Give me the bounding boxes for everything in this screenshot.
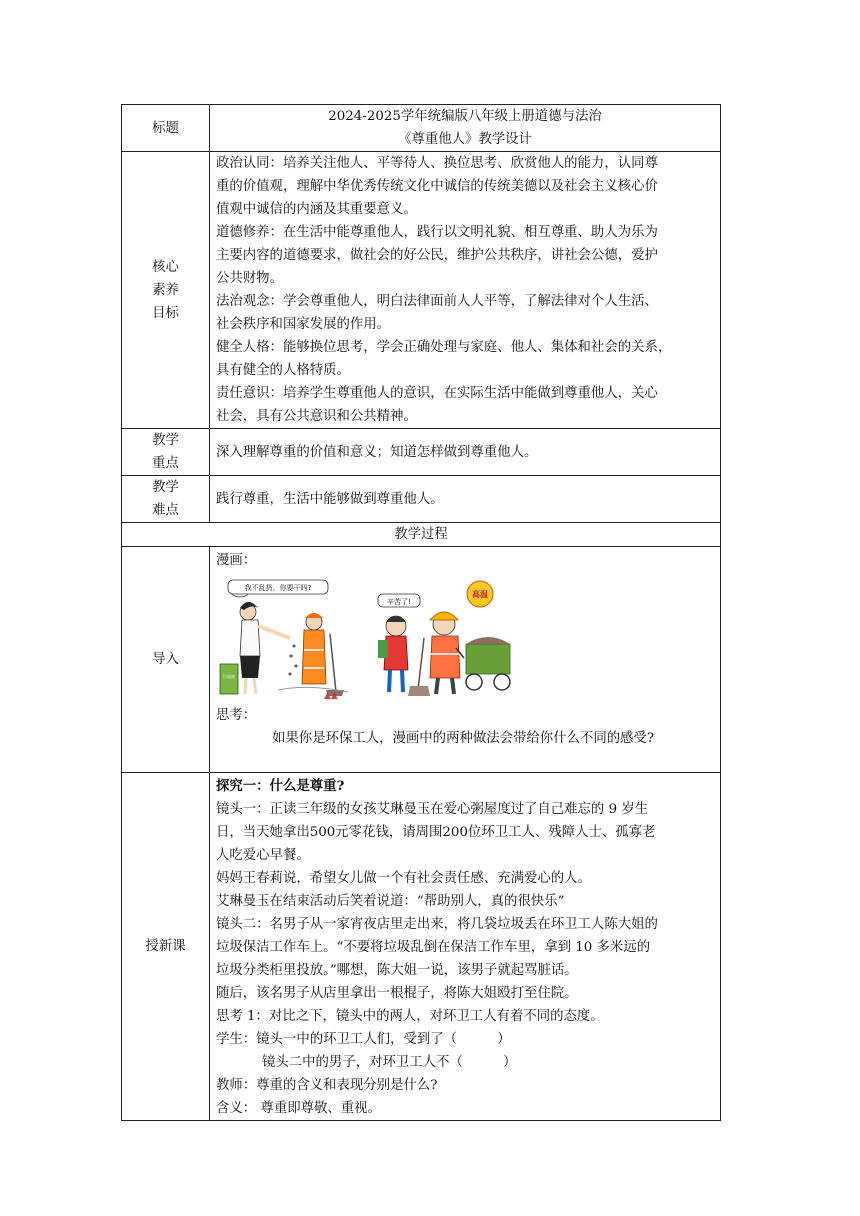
intro-row — [122, 547, 721, 773]
process-header: 教学过程 — [122, 523, 721, 547]
core-goals-content: 政治认同：培养关注他人、平等待人、换位思考、欣赏他人的能力，认同尊 重的价值观，理解中华优秀传统文化中诚信的传统美德以及社会主义核心价 值观中诚信的内涵及其重要意义。 道德修养：在生活中能尊重他人，践行以文明礼貌、相互尊重、助人为乐为 主要内容的道德要求，做社会的好公民，维护公共秩序，讲社会公德，爱护 公共财物。 法治观念：学会尊重他人，明白法律面前人人平等，了解法律对个人生活、 社会秩序和国家发展的作用。 健全人格：能够换位思考，学会正确处理与家庭、他人、集体和社会的关系， 具有健全的人格特质。 责任意识：培养学生尊重他人的意识，在实际生活中能做到尊重他人，关心 社会，具有公共意识和公共精神。 — [210, 152, 721, 429]
new-lesson-row — [122, 773, 721, 1121]
new-lesson-label: 授新课 — [122, 773, 210, 1121]
comic-image — [218, 578, 518, 700]
lesson-plan-table — [121, 104, 721, 1121]
garbage-cart — [466, 644, 510, 674]
comic-illustration — [218, 578, 518, 700]
think-label: 思考： — [216, 708, 257, 723]
speech-bubble-right-text: 辛苦了! — [387, 598, 411, 606]
intro-label: 导入 — [122, 547, 210, 773]
core-goals-row — [122, 152, 721, 429]
key-points-label: 教学 重点 — [122, 429, 210, 476]
process-header-row — [122, 523, 721, 547]
sun-sign-text: 高温 — [472, 590, 488, 599]
new-lesson-content: 探究一：什么是尊重? 镜头一：正读三年级的女孩艾琳曼玉在爱心粥屋度过了自己难忘的 9 岁生 日，当天她拿出500元零花钱，请周围200位环卫工人、残障人士、孤寡老 人吃爱心早餐。 妈妈王春莉说，希望女儿做一个有社会责任感、充满爱心的人。 艾琳曼玉在结束活动后笑着说道：“帮助别人，真的很快乐” 镜头二：名男子从一家宵夜店里走出来，将几袋垃圾丢在环卫工人陈大姐的 垃圾保洁工作车上。“不要将垃圾乱倒在保洁工作车里，拿到 10 多米远的 垃圾分类柜里投放。”哪想，陈大姐一说，该男子就起骂脏话。 随后，该名男子从店里拿出一根棍子，将陈大姐殴打至住院。 思考 1：对比之下，镜头中的两人，对环卫工人有着不同的态度。 学生：镜头一中的环卫工人们，受到了（ ） 镜头二中的男子，对环卫工人不（ ） 教师：尊重的含义和表现分别是什么? 含义： 尊重即尊敬、重视。 — [210, 773, 721, 1121]
intro-content — [210, 547, 721, 773]
key-points-content: 深入理解尊重的价值和意义；知道怎样做到尊重他人。 — [210, 429, 721, 476]
title-line-2: 《尊重他人》教学设计 — [398, 132, 532, 147]
svg-text:▲▲: ▲▲ — [324, 691, 338, 700]
key-points-row — [122, 429, 721, 476]
difficulties-label: 教学 难点 — [122, 476, 210, 523]
title-cell — [210, 105, 721, 152]
speech-bubble-left-text: 我不乱扔，你要干吗? — [244, 584, 312, 592]
inquiry-heading: 探究一：什么是尊重? — [216, 778, 345, 794]
title-row — [122, 105, 721, 152]
svg-text:垃圾箱: 垃圾箱 — [223, 674, 235, 679]
difficulties-content: 践行尊重，生活中能够做到尊重他人。 — [210, 476, 721, 523]
difficulties-row — [122, 476, 721, 523]
title-line-1: 2024-2025学年统编版八年级上册道德与法治 — [328, 109, 602, 124]
comic-label: 漫画： — [216, 553, 257, 568]
trash-bin — [220, 664, 238, 694]
core-goals-label: 核心 素养 目标 — [122, 152, 210, 429]
intro-question: 如果你是环保工人，漫画中的两种做法会带给你什么不同的感受? — [272, 731, 655, 746]
title-label: 标题 — [122, 105, 210, 152]
